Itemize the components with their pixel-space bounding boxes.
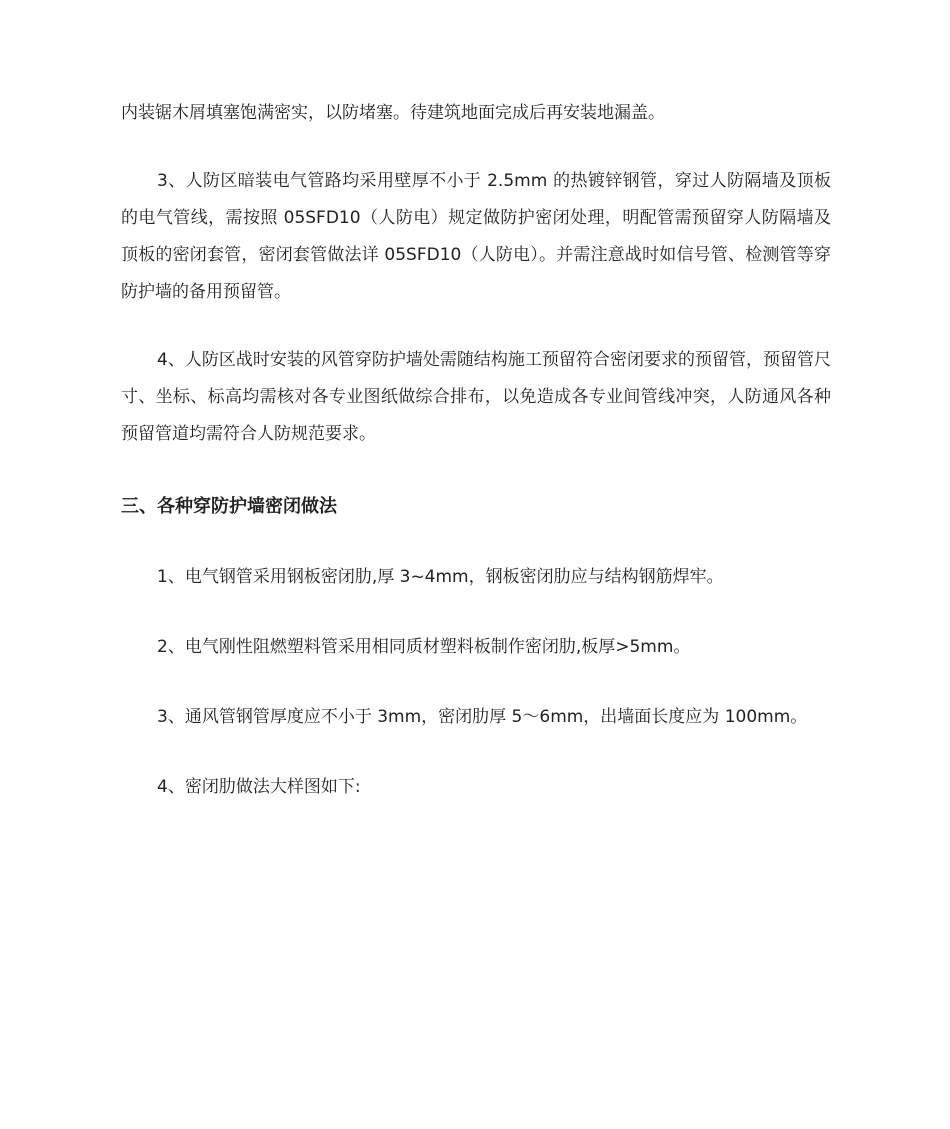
list-item-steel-conduit: 1、电气钢管采用钢板密闭肋,厚 3~4mm，钢板密闭肋应与结构钢筋焊牢。: [157, 567, 724, 587]
document-body: [121, 95, 831, 839]
list-item-ventilation-pipe: 3、通风管钢管厚度应不小于 3mm，密闭肋厚 5～6mm，出墙面长度应为 100mm。: [157, 707, 808, 727]
paragraph-electrical-conduit: 3、人防区暗装电气管路均采用壁厚不小于 2.5mm 的热镀锌钢管，穿过人防隔墙及顶板的电气管线，需按照 05SFD10（人防电）规定做防护密闭处理，明配管需预留穿人防隔墙及顶板的密闭套管，密闭套管做法详 05SFD10（人防电）。并需注意战时如信号管、检测管等穿防护墙的备用预留管。: [121, 171, 831, 302]
list-item-detail-drawing: 4、密闭肋做法大样图如下:: [157, 777, 361, 797]
list-item-plastic-conduit: 2、电气刚性阻燃塑料管采用相同质材塑料板制作密闭肋,板厚>5mm。: [157, 637, 691, 657]
paragraph-floor-drain: 内装锯木屑填塞饱满密实，以防堵塞。待建筑地面完成后再安装地漏盖。: [121, 103, 665, 123]
section-heading: 三、各种穿防护墙密闭做法: [121, 496, 337, 517]
paragraph-air-duct: 4、人防区战时安装的风管穿防护墙处需随结构施工预留符合密闭要求的预留管，预留管尺寸、坐标、标高均需核对各专业图纸做综合排布，以免造成各专业间管线冲突，人防通风各种预留管道均需符合人防规范要求。: [121, 350, 831, 444]
